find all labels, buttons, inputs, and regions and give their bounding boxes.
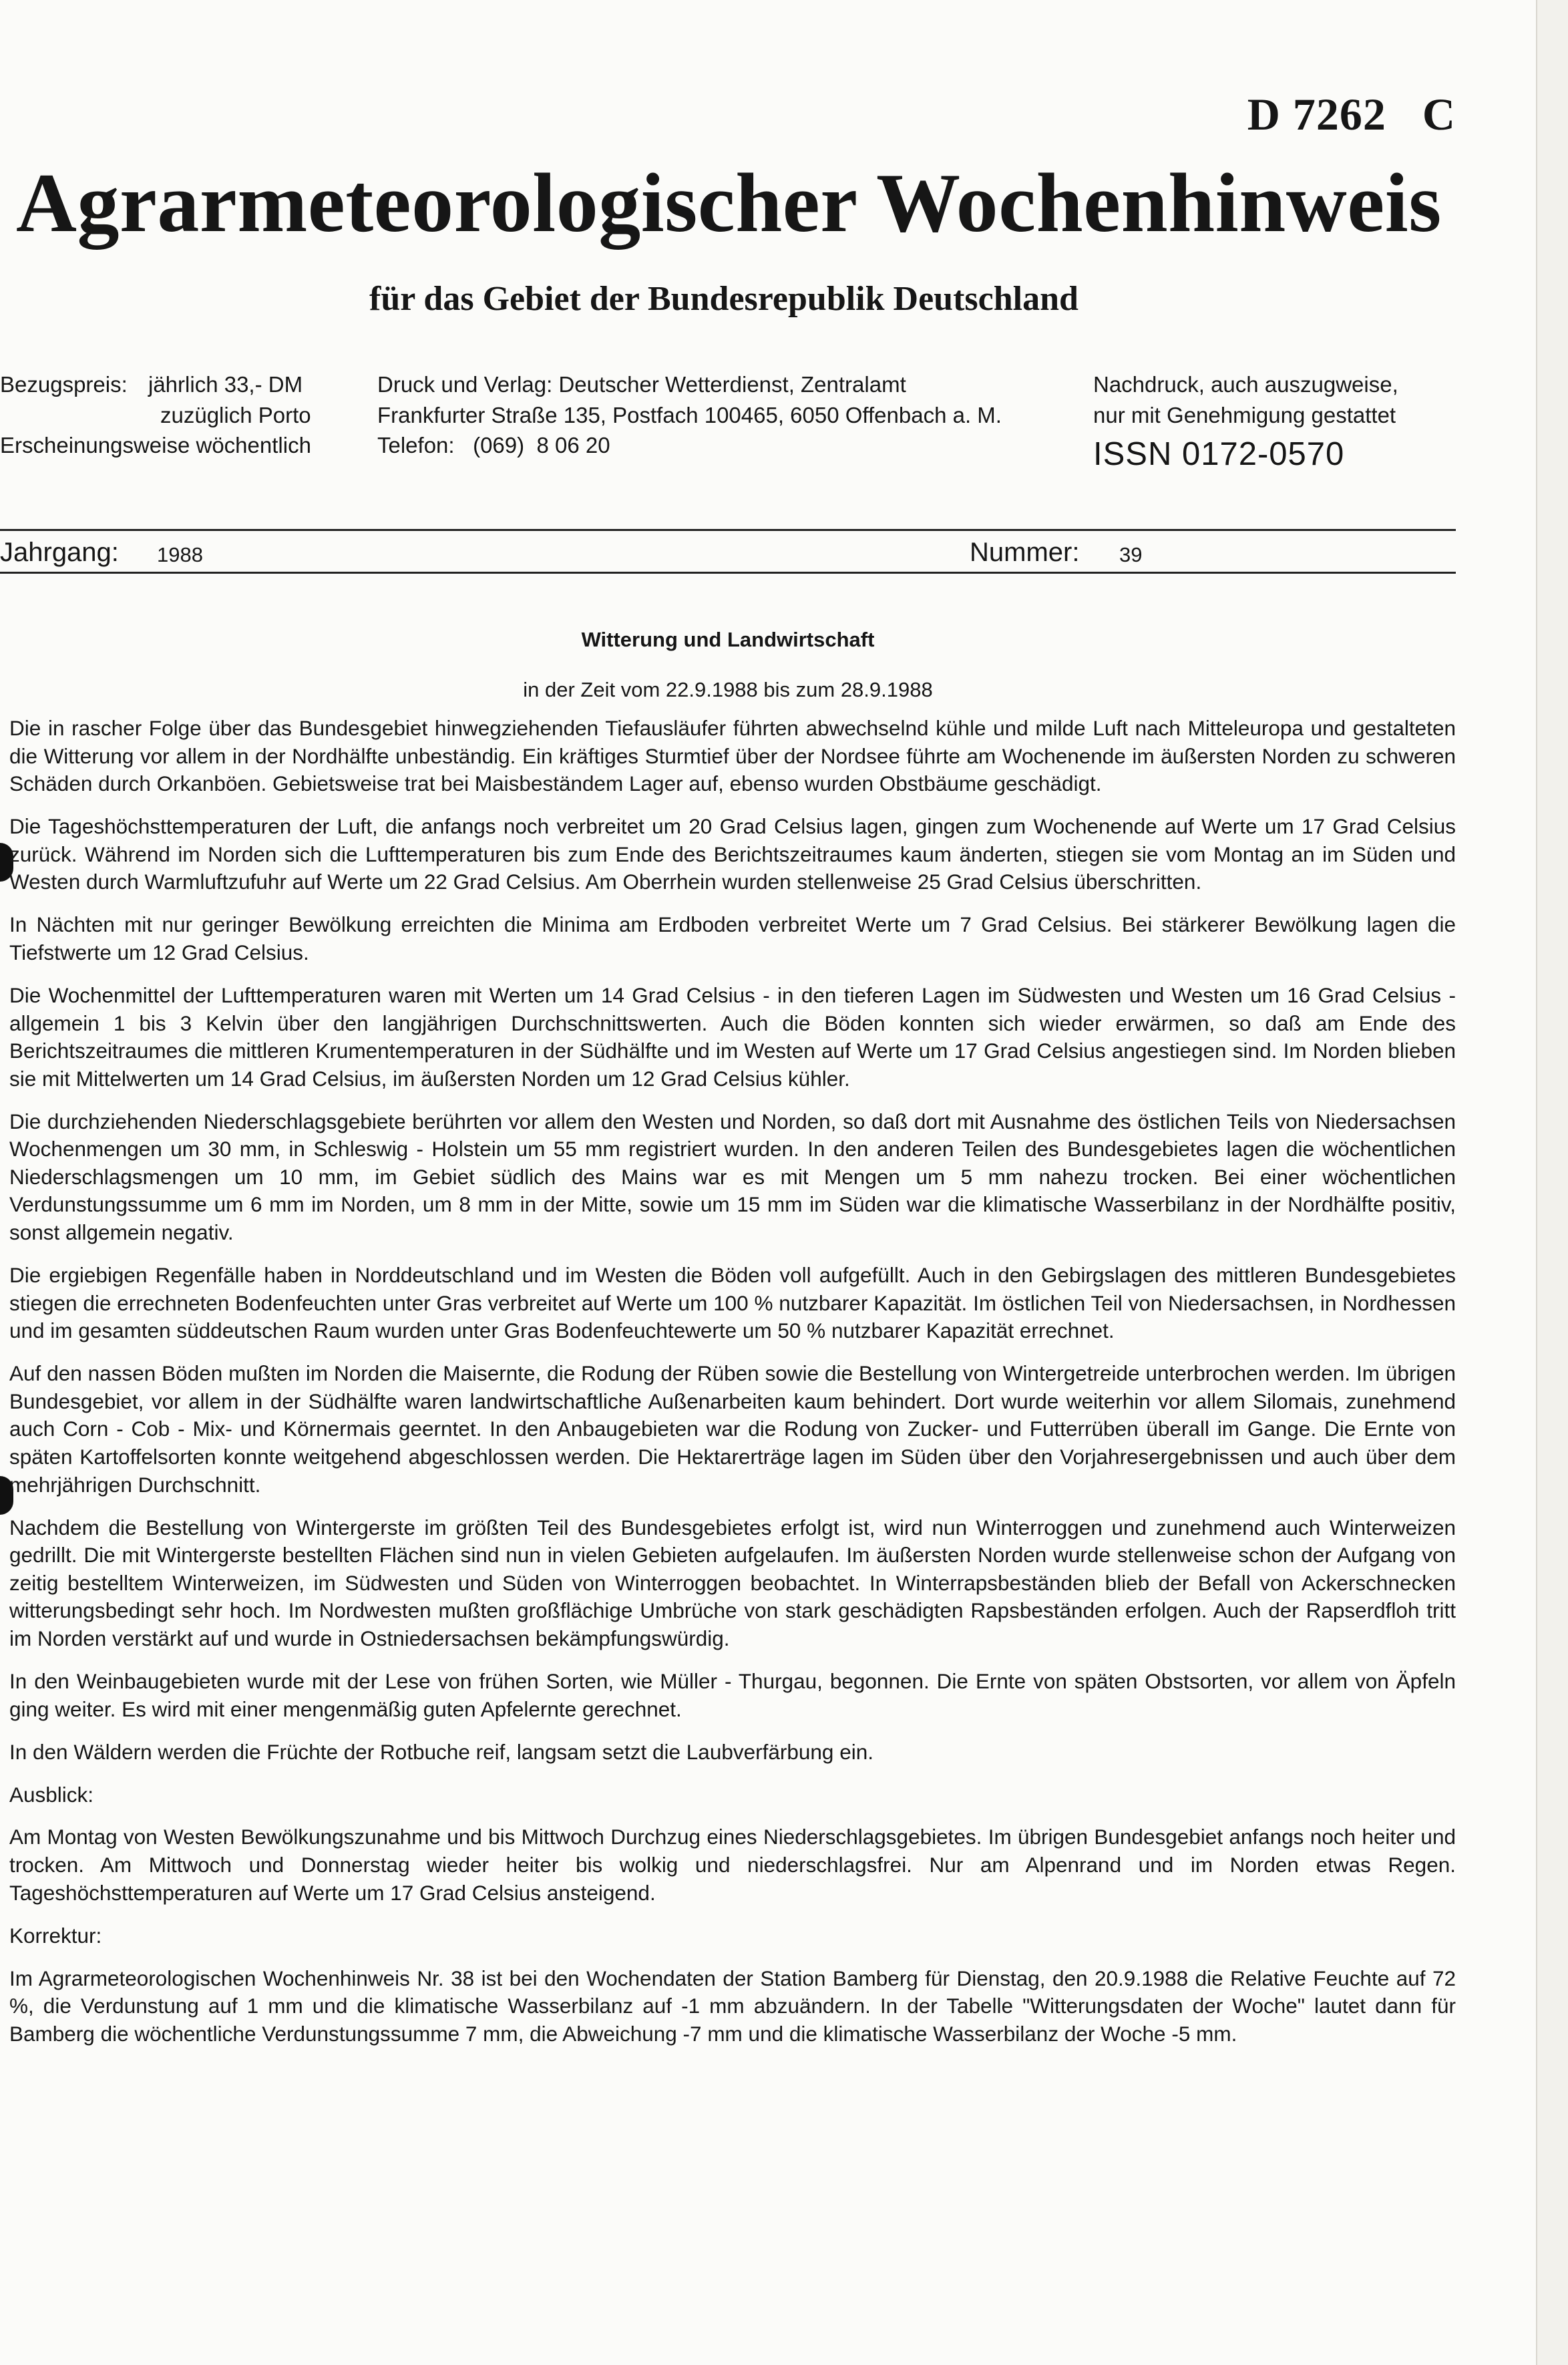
publication-title: Agrarmeteorologischer Wochenhinweis [16,157,1442,250]
year-value: 1988 [157,543,203,566]
publisher-line: Frankfurter Straße 135, Postfach 100465, 6050 Offenbach a. M. [377,402,1002,427]
paragraph: In den Weinbaugebieten wurde mit der Lese von frühen Sorten, wie Müller - Thurgau, begonnen. Die Ernte von späten Obstsorten, vor allem von Äpfeln ging weiter. Es wird mit einer mengenmäßig guten Apfelernte gerechnet. [9,1668,1456,1721]
section-title: Witterung und Landwirtschaft [581,628,875,651]
outlook-text: Am Montag von Westen Bewölkungszunahme und bis Mittwoch Durchzug eines Niederschlagsgebietes. Im übrigen Bundesgebiet anfangs noch heiter und trocken. Am Mittwoch und Donnerstag wieder heiter bis wolkig und niederschlagsfrei. Nur am Alpenrand und im Norden etwas Regen. Tageshöchsttemperaturen auf Werte um 17 Grad Celsius ansteigend. [9,1825,1456,1905]
price-value: jährlich 33,- DM [148,372,303,397]
correction-text: Im Agrarmeteorologischen Wochenhinweis Nr. 38 ist bei den Wochendaten der Station Bamberg für Dienstag, den 20.9.1988 die Relative Feuchte auf 72 %, die Verdunstung auf 1 mm und die klimatische Wasserbilanz auf -1 mm abzuändern. In der Tabelle "Witterungsdaten der Woche" lautet dann für Bamberg die wöchentliche Verdunstungssumme 7 mm, die Abweichung -7 mm und die klimatische Wasserbilanz der Woche -5 mm. [9,1966,1456,2046]
paragraph: Die ergiebigen Regenfälle haben in Norddeutschland und im Westen die Böden voll aufgefüllt. Auch in den Gebirgslagen des mittleren Bundesgebietes stiegen die errechneten Bodenfeuchten unter Gras verbreitet auf Werte um 100 % nutzbarer Kapazität. Im östlichen Teil von Niedersachsen, in Nordhessen und im gesamten süddeutschen Raum wurden unter Gras Bodenfeuchtewerte um 50 % nutzbarer Kapazität errechnet. [9,1263,1456,1343]
paragraph: Die in rascher Folge über das Bundesgebiet hinwegziehenden Tiefausläufer führten abwechselnd kühle und milde Luft nach Mitteleuropa und gestalteten die Witterung vor allem in der Nordhälfte unbeständig. Ein kräftiges Sturmtief über der Nordsee führte am Wochenende im äußersten Norden zu schweren Schäden durch Orkanböen. Gebietsweise trat bei Maisbeständem Lager auf, ebenso wurden Obstbäume geschädigt. [9,716,1456,796]
issue-meta [0,538,1456,568]
page-edge [1536,0,1568,2365]
paragraph: Nachdem die Bestellung von Wintergerste im größten Teil des Bundesgebietes erfolgt ist, wird nun Winterroggen und zunehmend auch Winterweizen gedrillt. Die mit Wintergerste bestellten Flächen sind nun in vielen Gebieten aufgelaufen. Im äußersten Norden wurde stellenweise schon der Aufgang von zeitig bestelltem Winterweizen, im Südwesten und Süden von Winterroggen beobachtet. In Winterrapsbeständen blieb der Befall von Ackerschnecken witterungsbedingt sehr hoch. Im Nordwesten mußten großflächige Umbrüche von stark geschädigten Rapsbeständen erfolgen. Auch der Rapserdfloh tritt im Norden verstärkt auf und wurde in Ostniedersachsen bekämpfungswürdig. [9,1515,1456,1650]
paragraph: Die durchziehenden Niederschlagsgebiete berührten vor allem den Westen und Norden, so daß dort mit Ausnahme des östlichen Teils von Niedersachsen Wochenmengen um 30 mm, in Schleswig - Holstein um 55 mm registriert wurden. In den anderen Teilen des Bundesgebietes lagen die wöchentlichen Niederschlagsmengen um 10 mm, im Gebiet südlich des Mains war es mit Mengen um 5 mm nahezu trocken. Bei einer wöchentlichen Verdunstungssumme um 6 mm im Norden, um 8 mm in der Mitte, sowie um 15 mm im Süden war die klimatische Wasserbilanz in der Nordhälfte positiv, sonst allgemein negativ. [9,1109,1456,1245]
section-period: in der Zeit vom 22.9.1988 bis zum 28.9.1988 [523,678,933,701]
reprint-line: Nachdruck, auch auszugweise, [1093,372,1398,397]
subscription-info [0,369,311,461]
document-code: D 7262 C [1247,89,1456,140]
paragraph: Die Wochenmittel der Lufttemperaturen waren mit Werten um 14 Grad Celsius - in den tieferen Lagen im Südwesten und Westen um 16 Grad Celsius - allgemein 1 bis 3 Kelvin über den langjährigen Durchschnittswerten. Auch die Böden konnten sich wieder erwärmen, so daß am Ende des Berichtszeitraumes die mittleren Krumentemperaturen in der Südhälfte und im Westen auf Werte um 17 Grad Celsius angestiegen sind. Im Norden blieben sie mit Mittelwerten um 14 Grad Celsius, im äußersten Norden um 12 Grad Celsius kühler. [9,982,1456,1091]
publisher-line: Druck und Verlag: Deutscher Wetterdienst, Zentralamt [377,372,906,397]
outlook-label: Ausblick: [9,1782,94,1807]
reprint-info [1093,369,1398,430]
number-value: 39 [1119,543,1143,566]
divider [0,529,1456,531]
paragraph: In Nächten mit nur geringer Bewölkung erreichten die Minima am Erdboden verbreitet Werte um 7 Grad Celsius. Bei stärkerer Bewölkung lagen die Tiefstwerte um 12 Grad Celsius. [9,912,1456,964]
year-label: Jahrgang: [0,538,119,567]
price-extra: zuzüglich Porto [160,402,311,427]
publisher-phone: Telefon: (069) 8 06 20 [377,433,610,458]
publisher-info [377,369,1002,461]
paragraph: Die Tageshöchsttemperaturen der Luft, die anfangs noch verbreitet um 20 Grad Celsius lagen, gingen zum Wochenende auf Werte um 17 Grad Celsius zurück. Während im Norden sich die Lufttemperaturen bis zum Ende des Berichtszeitraumes kaum änderten, stiegen sie vom Montag an im Süden und Westen durch Warmluftzufuhr auf Werte um 22 Grad Celsius. Am Oberrhein wurden stellenweise 25 Grad Celsius überschritten. [9,814,1456,894]
publication-subtitle: für das Gebiet der Bundesrepublik Deutschland [369,280,1079,318]
paragraph: In den Wäldern werden die Früchte der Rotbuche reif, langsam setzt die Laubverfärbung ein. [9,1739,873,1764]
report-body [9,715,1456,2063]
issn: ISSN 0172-0570 [1093,436,1345,472]
paragraph: Auf den nassen Böden mußten im Norden die Maisernte, die Rodung der Rüben sowie die Bestellung von Wintergetreide unterbrochen werden. Im übrigen Bundesgebiet, vor allem in der Südhälfte waren landwirtschaftliche Außenarbeiten kaum behindert. Dort wurde weiterhin vor allem Silomais, zunehmend auch Corn - Cob - Mix- und Körnermais geerntet. In den Anbaugebieten war die Rodung von Zucker- und Futterrüben überall im Gange. Die Ernte von späten Kartoffelsorten konnte weitgehend abgeschlossen werden. Die Hektarerträge lagen im Süden über den Vorjahresergebnissen und auch über dem mehrjährigen Durchschnitt. [9,1361,1456,1497]
divider [0,572,1456,574]
frequency: Erscheinungsweise wöchentlich [0,433,311,458]
reprint-line: nur mit Genehmigung gestattet [1093,402,1396,427]
price-label: Bezugspreis: [0,372,128,397]
correction-label: Korrektur: [9,1923,102,1948]
number-label: Nummer: [970,538,1080,567]
